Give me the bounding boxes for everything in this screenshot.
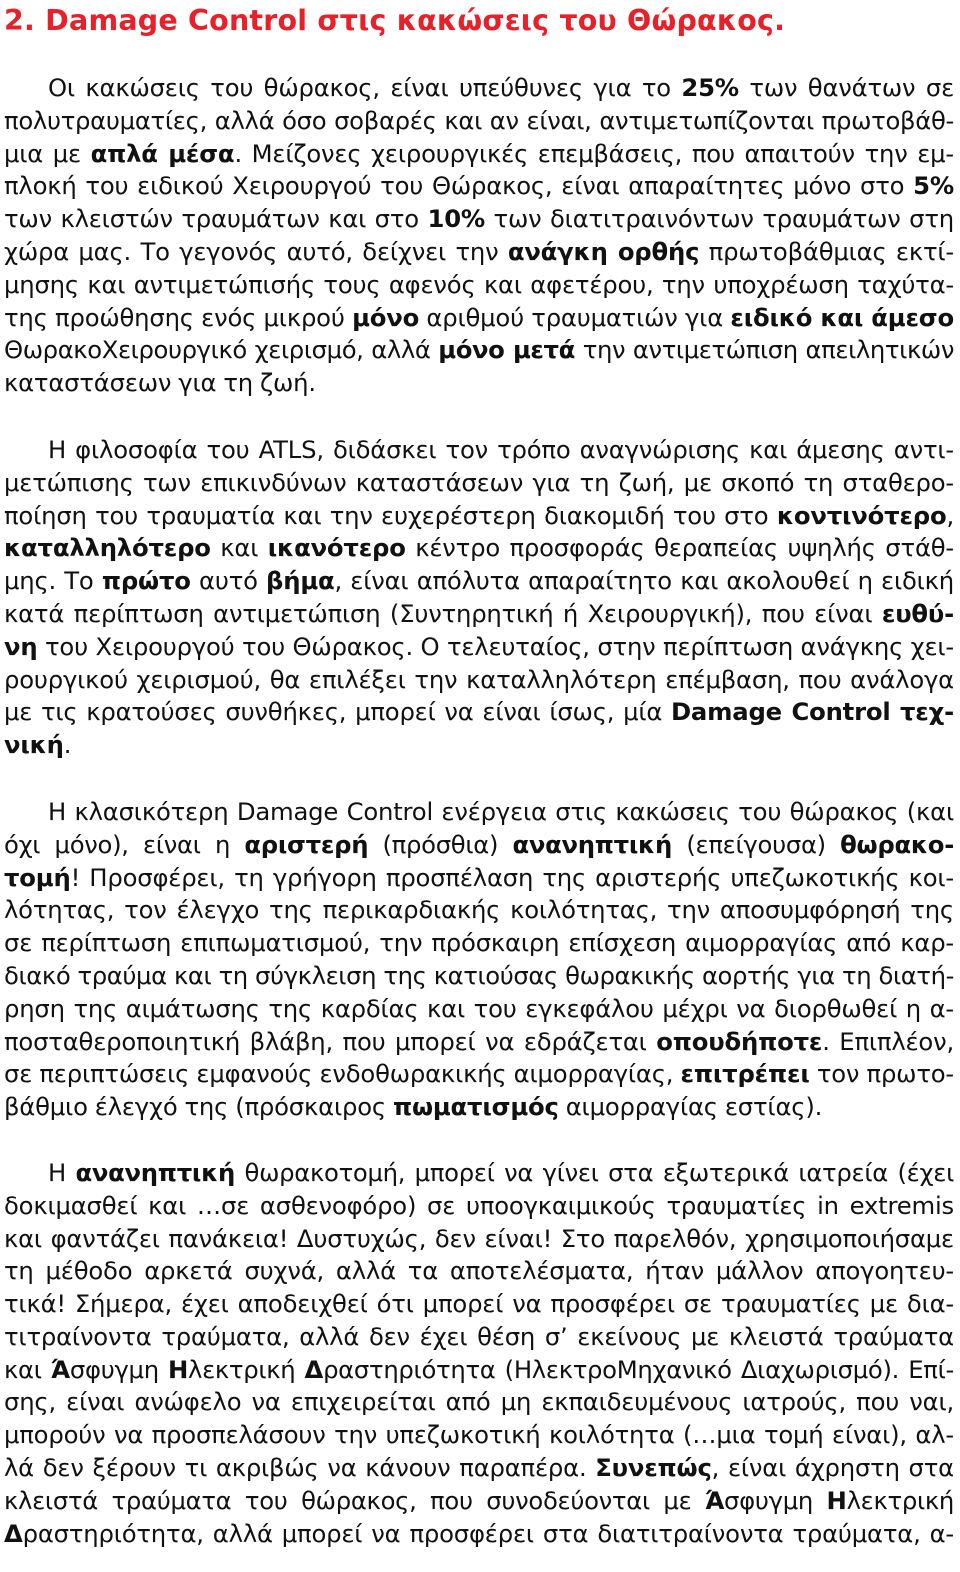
text-run: και φαντάζει πανάκεια! Δυστυχώς, δεν είναι! Στο παρελθόν, χρησιμοποιήσαμε: [4, 1223, 954, 1253]
bold-text: Ά: [704, 1485, 725, 1515]
text-line: [4, 1190, 954, 1223]
text-run: ποίηση του τραυματία και την ευχερέστερη διακομιδή του στο: [4, 500, 777, 530]
text-run: κατά περίπτωση αντιμετώπιση (Συντηρητική ή Χειρουργική), που είναι: [4, 598, 882, 628]
text-line: [4, 1419, 954, 1452]
bold-text: νη: [4, 631, 38, 661]
bold-text: Η: [826, 1485, 847, 1515]
text-line: [4, 467, 954, 500]
text-line: [4, 696, 954, 729]
bold-text: κοντινότερο: [776, 500, 947, 530]
bold-text: ειδικό και άμεσο: [730, 302, 954, 332]
text-run: και: [4, 1354, 51, 1384]
text-run: σε περίπτωση επιπωματισμού, την πρόσκαιρη επίσχεση αιμορραγίας από καρ-: [4, 928, 954, 958]
bold-text: μόνο: [352, 302, 420, 332]
text-line: [4, 236, 954, 269]
text-run: κέντρο προσφοράς θεραπείας υψηλής στάθ-: [405, 533, 954, 563]
bold-text: οπουδήποτε: [656, 1026, 823, 1056]
text-run: της προώθησης ενός μικρού: [4, 302, 353, 332]
text-run: των θανάτων σε: [738, 73, 954, 102]
text-run: λότητας, τον έλεγχο της περικαρδιακής κοιλότητας, την αποσυμφόρησή της: [4, 895, 954, 925]
bold-text: Συνεπώς: [595, 1453, 712, 1483]
text-line: [4, 1091, 954, 1124]
text-line: [4, 1223, 954, 1256]
text-line: [4, 138, 954, 171]
text-line: [4, 1354, 954, 1387]
text-run: μετώπισης των επικινδύνων καταστάσεων για τη ζωή, με σκοπό τη σταθερο-: [4, 467, 954, 497]
text-run: Οι κακώσεις του θώρακος, είναι υπεύθυνες για το: [48, 73, 682, 102]
text-line: [4, 829, 954, 862]
paragraph: [4, 434, 954, 762]
text-line: [4, 796, 954, 829]
text-run: .: [63, 730, 72, 760]
text-run: λά δεν ξέρουν τι ακριβώς να κάνουν παραπέρα.: [4, 1453, 596, 1483]
text-run: λεκτρική: [187, 1354, 305, 1384]
text-line: [4, 1157, 954, 1190]
text-run: των διατιτραινόντων τραυμάτων στη: [485, 204, 954, 234]
text-run: με τις κρατούσες συνθήκες, μπορεί να είναι ίσως, μία: [4, 697, 671, 727]
text-line: [4, 302, 954, 335]
text-line: [4, 664, 954, 697]
text-run: τιτραίνοντα τραύματα, αλλά δεν έχει θέση σ’ εκείνους με κλειστά τραύματα: [4, 1321, 954, 1351]
text-run: αιμορραγίας εστίας).: [558, 1092, 823, 1122]
text-line: [4, 1485, 954, 1518]
text-run: σφυγμη: [724, 1485, 827, 1515]
bold-text: 25%: [681, 73, 739, 102]
text-line: [4, 729, 954, 762]
text-run: την αντιμετώπιση απειλητικών: [574, 335, 954, 365]
text-run: ραστηριότητα, αλλά μπορεί να προσφέρει στα διατιτραίνοντα τραύματα, α-: [22, 1518, 954, 1548]
text-run: , είναι απόλυτα απαραίτητο και ακολουθεί η ειδική: [334, 566, 954, 596]
text-line: [4, 170, 954, 203]
text-run: ρουργικού χειρισμού, θα επιλέξει την καταλληλότερη επέμβαση, που ανάλογα: [4, 664, 954, 694]
bold-text: επιτρέπει: [680, 1059, 810, 1089]
text-line: [4, 1288, 954, 1321]
section-heading: 2. Damage Control στις κακώσεις του Θώρακος.: [4, 4, 786, 37]
text-line: [4, 72, 954, 105]
bold-text: νική: [4, 730, 64, 760]
bold-text: Ά: [50, 1354, 70, 1384]
text-line: [4, 105, 954, 138]
text-run: ποσταθεροποιητική βλάβη, που μπορεί να εδράζεται: [4, 1026, 657, 1056]
text-line: [4, 1321, 954, 1354]
text-run: διακό τραύμα και τη σύγκλειση της κατιούσας θωρακικής αορτής για τη διατή-: [4, 960, 954, 990]
bold-text: ανάγκη ορθής: [507, 236, 700, 266]
text-line: [4, 500, 954, 533]
bold-text: Δ: [4, 1518, 23, 1548]
bold-text: τομή: [4, 862, 71, 892]
text-run: μησης και αντιμετώπισής τους αφενός και αφετέρου, την υποχρέωση ταχύτα-: [4, 269, 954, 299]
text-run: των κλειστών τραυμάτων και στο: [4, 204, 428, 234]
text-run: τικά! Σήμερα, έχει αποδειχθεί ότι μπορεί να προσφέρει σε τραυματίες με δια-: [4, 1289, 954, 1319]
text-run: (επείγουσα): [672, 829, 841, 859]
text-run: μης. Το: [4, 566, 102, 596]
text-run: βάθμιο έλεγχό της (πρόσκαιρος: [4, 1092, 393, 1122]
text-run: θωρακοτομή, μπορεί να γίνει στα εξωτερικά ιατρεία (έχει: [235, 1157, 954, 1187]
text-line: [4, 367, 954, 400]
text-run: πρωτοβάθμιας εκτί-: [699, 236, 954, 266]
text-run: αυτό: [190, 566, 267, 596]
text-line: [4, 1058, 954, 1091]
text-line: [4, 1386, 954, 1419]
text-line: [4, 631, 954, 664]
bold-text: Damage Control τεχ-: [670, 697, 954, 727]
text-run: καταστάσεων για τη ζωή.: [4, 368, 316, 398]
text-line: [4, 598, 954, 631]
text-run: σφυγμη: [69, 1354, 168, 1384]
bold-text: απλά μέσα: [90, 138, 235, 168]
bold-text: καταλληλότερο: [4, 533, 211, 563]
text-line: [4, 894, 954, 927]
bold-text: μόνο μετά: [438, 335, 575, 365]
text-line: [4, 1518, 954, 1551]
text-run: πολυτραυματίες, αλλά όσο σοβαρές και αν είναι, αντιμετωπίζονται πρωτοβάθ-: [4, 105, 954, 135]
text-run: τον πρωτο-: [809, 1059, 954, 1089]
bold-text: Δ: [304, 1354, 324, 1384]
text-line: [4, 269, 954, 302]
bold-text: θωρακο-: [840, 829, 954, 859]
text-run: ,: [946, 500, 954, 530]
paragraph: [4, 796, 954, 1124]
text-line: [4, 334, 954, 367]
text-run: λεκτρική: [846, 1485, 954, 1515]
text-run: μπορούν να προσπελάσουν την υπεζωκοτική κοιλότητα (…μια τομή είναι), αλ-: [4, 1420, 954, 1450]
text-line: [4, 862, 954, 895]
bold-text: 5%: [913, 171, 954, 201]
bold-text: Η: [167, 1354, 188, 1384]
text-run: ! Προσφέρει, τη γρήγορη προσπέλαση της αριστερής υπεζωκοτικής κοι-: [70, 862, 954, 892]
paragraph: [4, 72, 954, 400]
text-run: σε περιπτώσεις εμφανούς ενδοθωρακικής αιμορραγίας,: [4, 1059, 681, 1089]
text-run: (πρόσθια): [368, 829, 513, 859]
text-run: . Μείζονες χειρουργικές επεμβάσεις, που απαιτούν την εμ-: [234, 138, 954, 168]
body-text: [4, 72, 954, 1550]
bold-text: πρώτο: [101, 566, 191, 596]
bold-text: ευθύ-: [881, 598, 954, 628]
text-run: Η: [48, 1157, 76, 1187]
bold-text: βήμα: [266, 566, 335, 596]
text-line: [4, 1255, 954, 1288]
text-line: [4, 532, 954, 565]
text-line: [4, 1026, 954, 1059]
text-line: [4, 203, 954, 236]
text-run: χώρα μας. Το γεγονός αυτό, δείχνει την: [4, 236, 508, 266]
text-run: Η φιλοσοφία του ATLS, διδάσκει τον τρόπο αναγνώρισης και άμεσης αντι-: [48, 434, 954, 464]
text-run: , είναι άχρηστη στα: [711, 1453, 954, 1483]
bold-text: πωματισμός: [392, 1092, 559, 1122]
bold-text: 10%: [427, 204, 486, 234]
text-line: [4, 1452, 954, 1485]
text-line: [4, 927, 954, 960]
document-page: [4, 0, 954, 1550]
text-line: [4, 565, 954, 598]
paragraph: [4, 1157, 954, 1551]
text-run: ΘωρακοΧειρουργικό χειρισμό, αλλά: [4, 335, 439, 365]
text-line: [4, 434, 954, 467]
text-run: και: [210, 533, 268, 563]
bold-text: ικανότερο: [267, 533, 406, 563]
text-run: αριθμού τραυματιών για: [419, 302, 731, 332]
text-run: μια με: [4, 138, 91, 168]
text-run: . Επιπλέον,: [822, 1026, 954, 1056]
text-run: τη μέθοδο αρκετά συχνά, αλλά τα αποτελέσματα, ήταν μάλλον απογοητευ-: [4, 1256, 954, 1286]
text-run: κλειστά τραύματα του θώρακος, που συνοδεύονται με: [4, 1485, 705, 1515]
text-line: [4, 960, 954, 993]
text-run: Η κλασικότερη Damage Control ενέργεια στις κακώσεις του θώρακος (και: [48, 796, 954, 826]
text-run: ραστηριότητα (ΗλεκτροΜηχανικό Διαχωρισμό). Επί-: [323, 1354, 954, 1384]
text-run: πλοκή του ειδικού Χειρουργού του Θώρακος, είναι απαραίτητες μόνο στο: [4, 171, 914, 201]
text-run: του Χειρουργού του Θώρακος. Ο τελευταίος, στην περίπτωση ανάγκης χει-: [37, 631, 954, 661]
text-run: δοκιμασθεί και …σε ασθενοφόρο) σε υποογκαιμικούς τραυματίες in extremis: [4, 1190, 954, 1220]
bold-text: αριστερή: [244, 829, 369, 859]
text-run: σης, είναι ανώφελο να επιχειρείται από μη εκπαιδευμένους ιατρούς, που ναι,: [4, 1387, 954, 1417]
text-run: ρηση της αιμάτωσης της καρδίας και του εγκεφάλου μέχρι να διορθωθεί η α-: [4, 993, 954, 1023]
bold-text: ανανηπτική: [75, 1157, 236, 1187]
bold-text: ανανηπτική: [512, 829, 673, 859]
text-line: [4, 993, 954, 1026]
text-run: όχι μόνο), είναι η: [4, 829, 245, 859]
